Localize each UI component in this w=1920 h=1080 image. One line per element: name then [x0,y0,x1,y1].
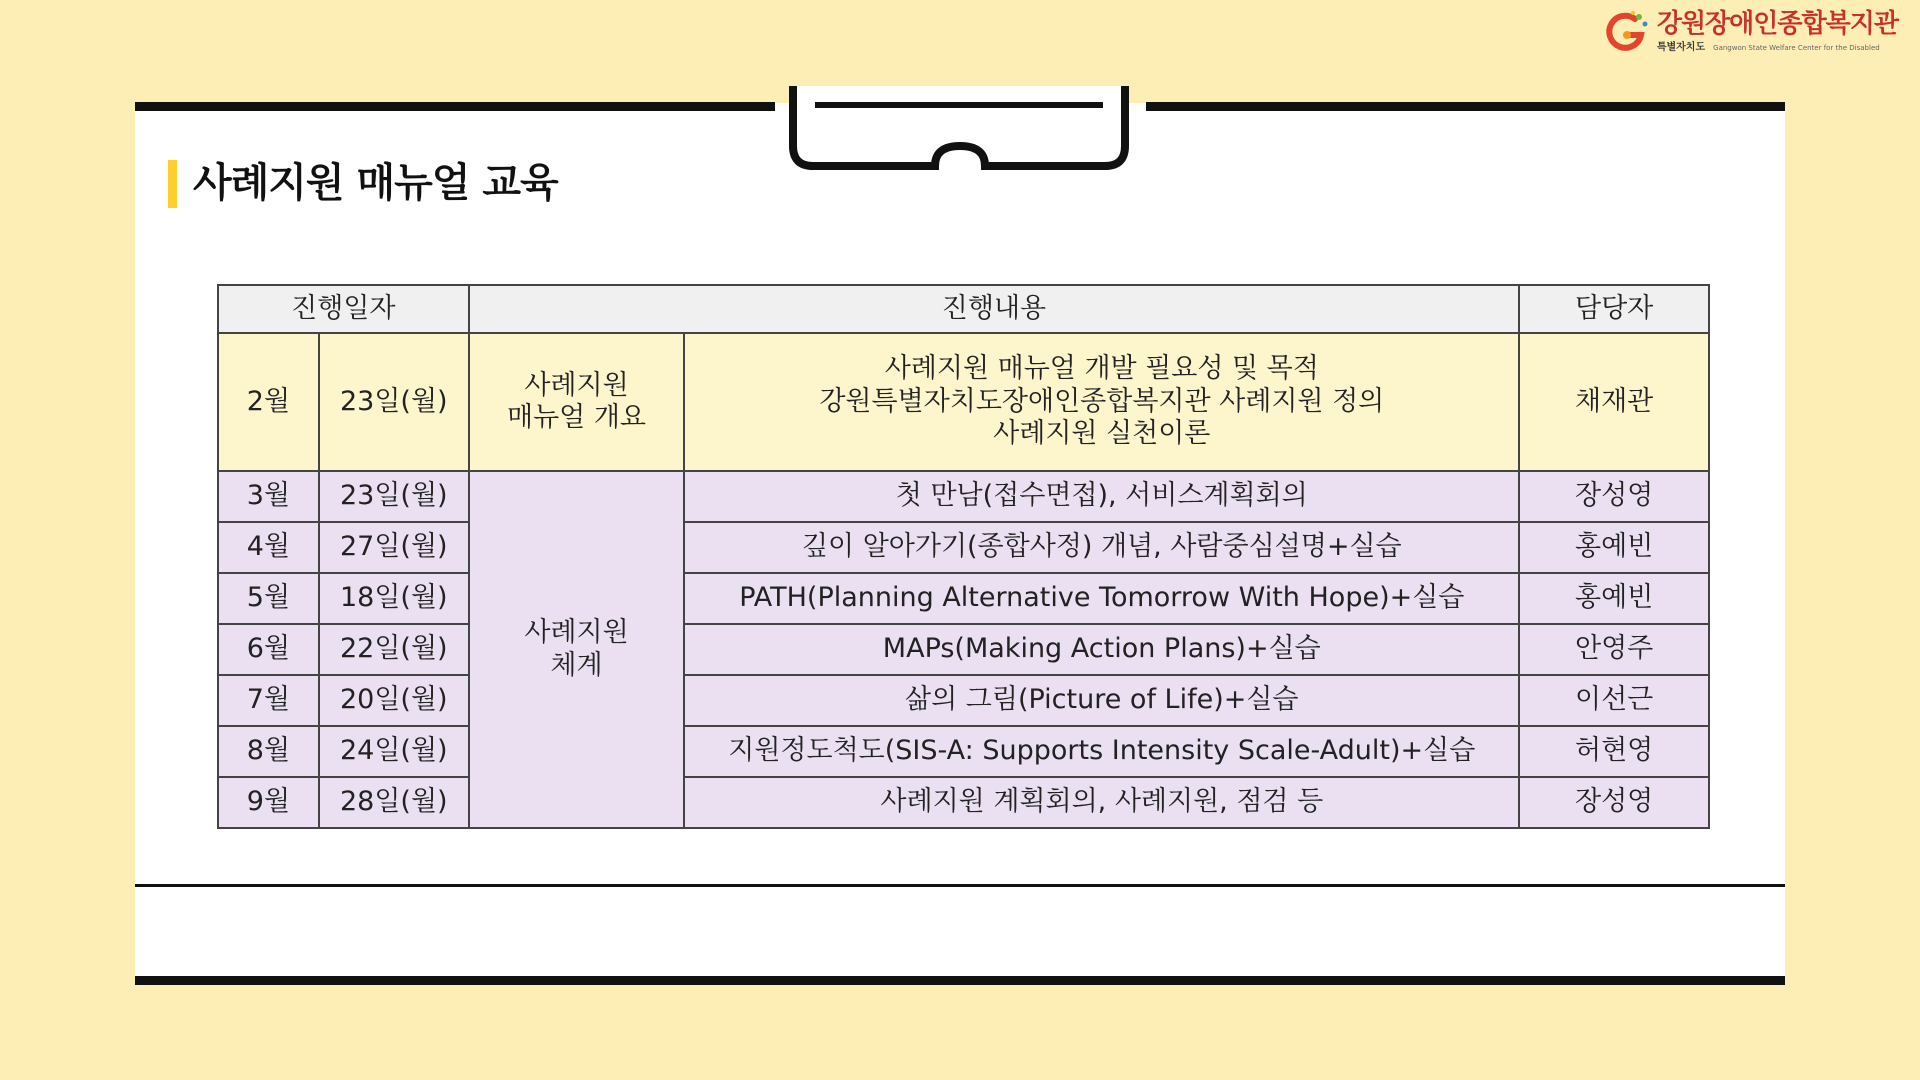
month-cell: 9월 [218,777,319,828]
logo-region: 특별자치도 [1656,41,1706,53]
category-line: 사례지원 [524,369,629,401]
day-cell: 22일(월) [319,624,469,675]
day-cell: 20일(월) [319,675,469,726]
day-cell: 23일(월) [319,471,469,522]
category-line: 체계 [550,649,603,681]
person-cell: 채재관 [1519,333,1709,471]
table-row [218,624,1709,675]
category-line: 사례지원 [524,617,629,649]
person-cell: 장성영 [1519,471,1709,522]
table-row [218,777,1709,828]
month-cell: 2월 [218,333,319,471]
category-cell-overview [469,333,685,471]
person-cell: 허현영 [1519,726,1709,777]
content-line: 강원특별자치도장애인종합복지관 사례지원 정의 [819,385,1385,417]
content-cell: 사례지원 계획회의, 사례지원, 점검 등 [684,777,1519,828]
binder-clip-icon [785,86,1135,172]
person-cell: 홍예빈 [1519,573,1709,624]
content-cell: 삶의 그림(Picture of Life)+실습 [684,675,1519,726]
person-cell: 안영주 [1519,624,1709,675]
top-divider-left [135,102,775,111]
page-title: 사례지원 매뉴얼 교육 [193,160,558,206]
table-row-overview [218,333,1709,471]
day-cell: 27일(월) [319,522,469,573]
logo-icon [1605,9,1649,53]
content-cell: 지원정도척도(SIS-A: Supports Intensity Scale-Adult)+실습 [684,726,1519,777]
logo-name: 강원장애인종합복지관 [1656,8,1898,39]
person-cell: 장성영 [1519,777,1709,828]
content-line: 사례지원 매뉴얼 개발 필요성 및 목적 [884,353,1319,385]
logo-english-name: Gangwon State Welfare Center for the Disabled [1713,43,1880,52]
content-cell: PATH(Planning Alternative Tomorrow With Hope)+실습 [684,573,1519,624]
table-row [218,471,1709,522]
day-cell: 23일(월) [319,333,469,471]
content-line: 사례지원 실천이론 [993,418,1211,450]
table-row [218,726,1709,777]
content-cell: 깊이 알아가기(종합사정) 개념, 사람중심설명+실습 [684,522,1519,573]
month-cell: 5월 [218,573,319,624]
bottom-divider-thick [135,976,1785,985]
day-cell: 18일(월) [319,573,469,624]
schedule-table [217,284,1710,829]
month-cell: 6월 [218,624,319,675]
day-cell: 28일(월) [319,777,469,828]
content-cell: 첫 만남(접수면접), 서비스계획회의 [684,471,1519,522]
table-row [218,675,1709,726]
table-row [218,522,1709,573]
day-cell: 24일(월) [319,726,469,777]
title-accent-bar [168,160,177,208]
organization-logo [1605,6,1898,56]
month-cell: 8월 [218,726,319,777]
person-cell: 홍예빈 [1519,522,1709,573]
bottom-divider-thin [135,884,1785,887]
header-person: 담당자 [1519,285,1709,333]
category-line: 매뉴얼 개요 [507,402,646,433]
header-content: 진행내용 [469,285,1520,333]
month-cell: 7월 [218,675,319,726]
content-cell [684,333,1519,471]
table-row [218,573,1709,624]
header-date: 진행일자 [218,285,469,333]
content-cell: MAPs(Making Action Plans)+실습 [684,624,1519,675]
month-cell: 3월 [218,471,319,522]
top-divider-right [1146,102,1785,111]
category-cell-system [469,471,685,828]
person-cell: 이선근 [1519,675,1709,726]
month-cell: 4월 [218,522,319,573]
